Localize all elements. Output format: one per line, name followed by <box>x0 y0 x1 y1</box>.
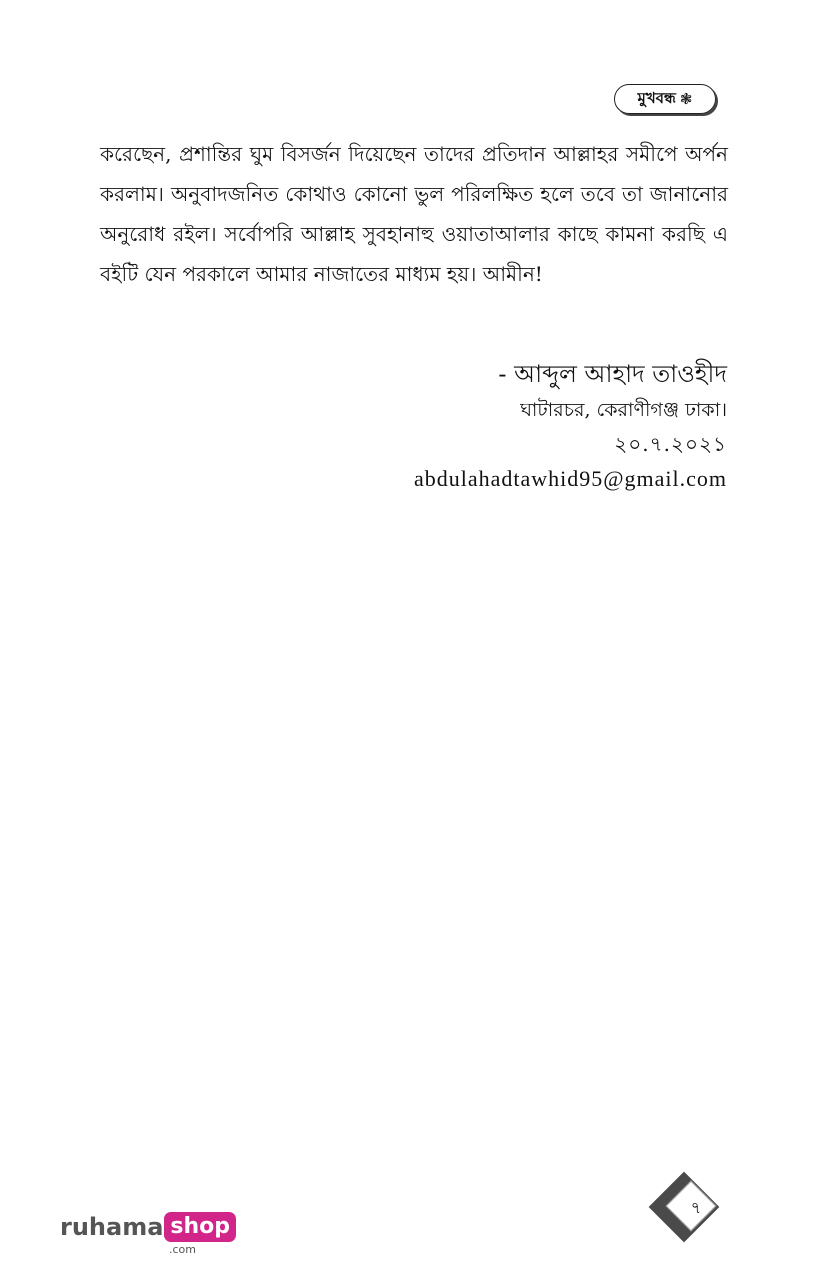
section-title: মুখবন্ধ <box>637 88 676 107</box>
page-number: ৭ <box>690 1198 702 1217</box>
author-email: abdulahadtawhid95@gmail.com <box>413 466 727 491</box>
flower-ornament-icon: ❃ <box>679 90 693 108</box>
logo-domain: .com <box>169 1243 196 1256</box>
logo-shop-badge: shop <box>164 1212 236 1242</box>
ruhamashop-logo <box>60 1212 236 1258</box>
logo-wordmark: ruhama <box>60 1213 164 1241</box>
section-header-pill <box>614 84 716 114</box>
signature-block <box>414 355 727 497</box>
signature-date: ২০.৭.২০২১ <box>614 432 727 456</box>
body-paragraph: করেছেন, প্রশান্তির ঘুম বিসর্জন দিয়েছেন তাদের প্রতিদান আল্লাহর সমীপে অর্পন করলাম। অনুবাদজনিত কোথাও কোনো ভুল পরিলক্ষিত হলে তবে তা জানানোর অনুরোধ রইল। সর্বোপরি আল্লাহ সুবহানাহু ওয়াতাআলার কাছে কামনা করছি এ বইটি যেন পরকালে আমার নাজাতের মাধ্যম হয়। আমীন! <box>100 142 728 286</box>
page-number-badge <box>649 1172 721 1244</box>
author-location: ঘাটারচর, কেরাণীগঞ্জ ঢাকা। <box>520 399 727 421</box>
author-name: - আব্দুল আহাদ তাওহীদ <box>498 360 727 388</box>
